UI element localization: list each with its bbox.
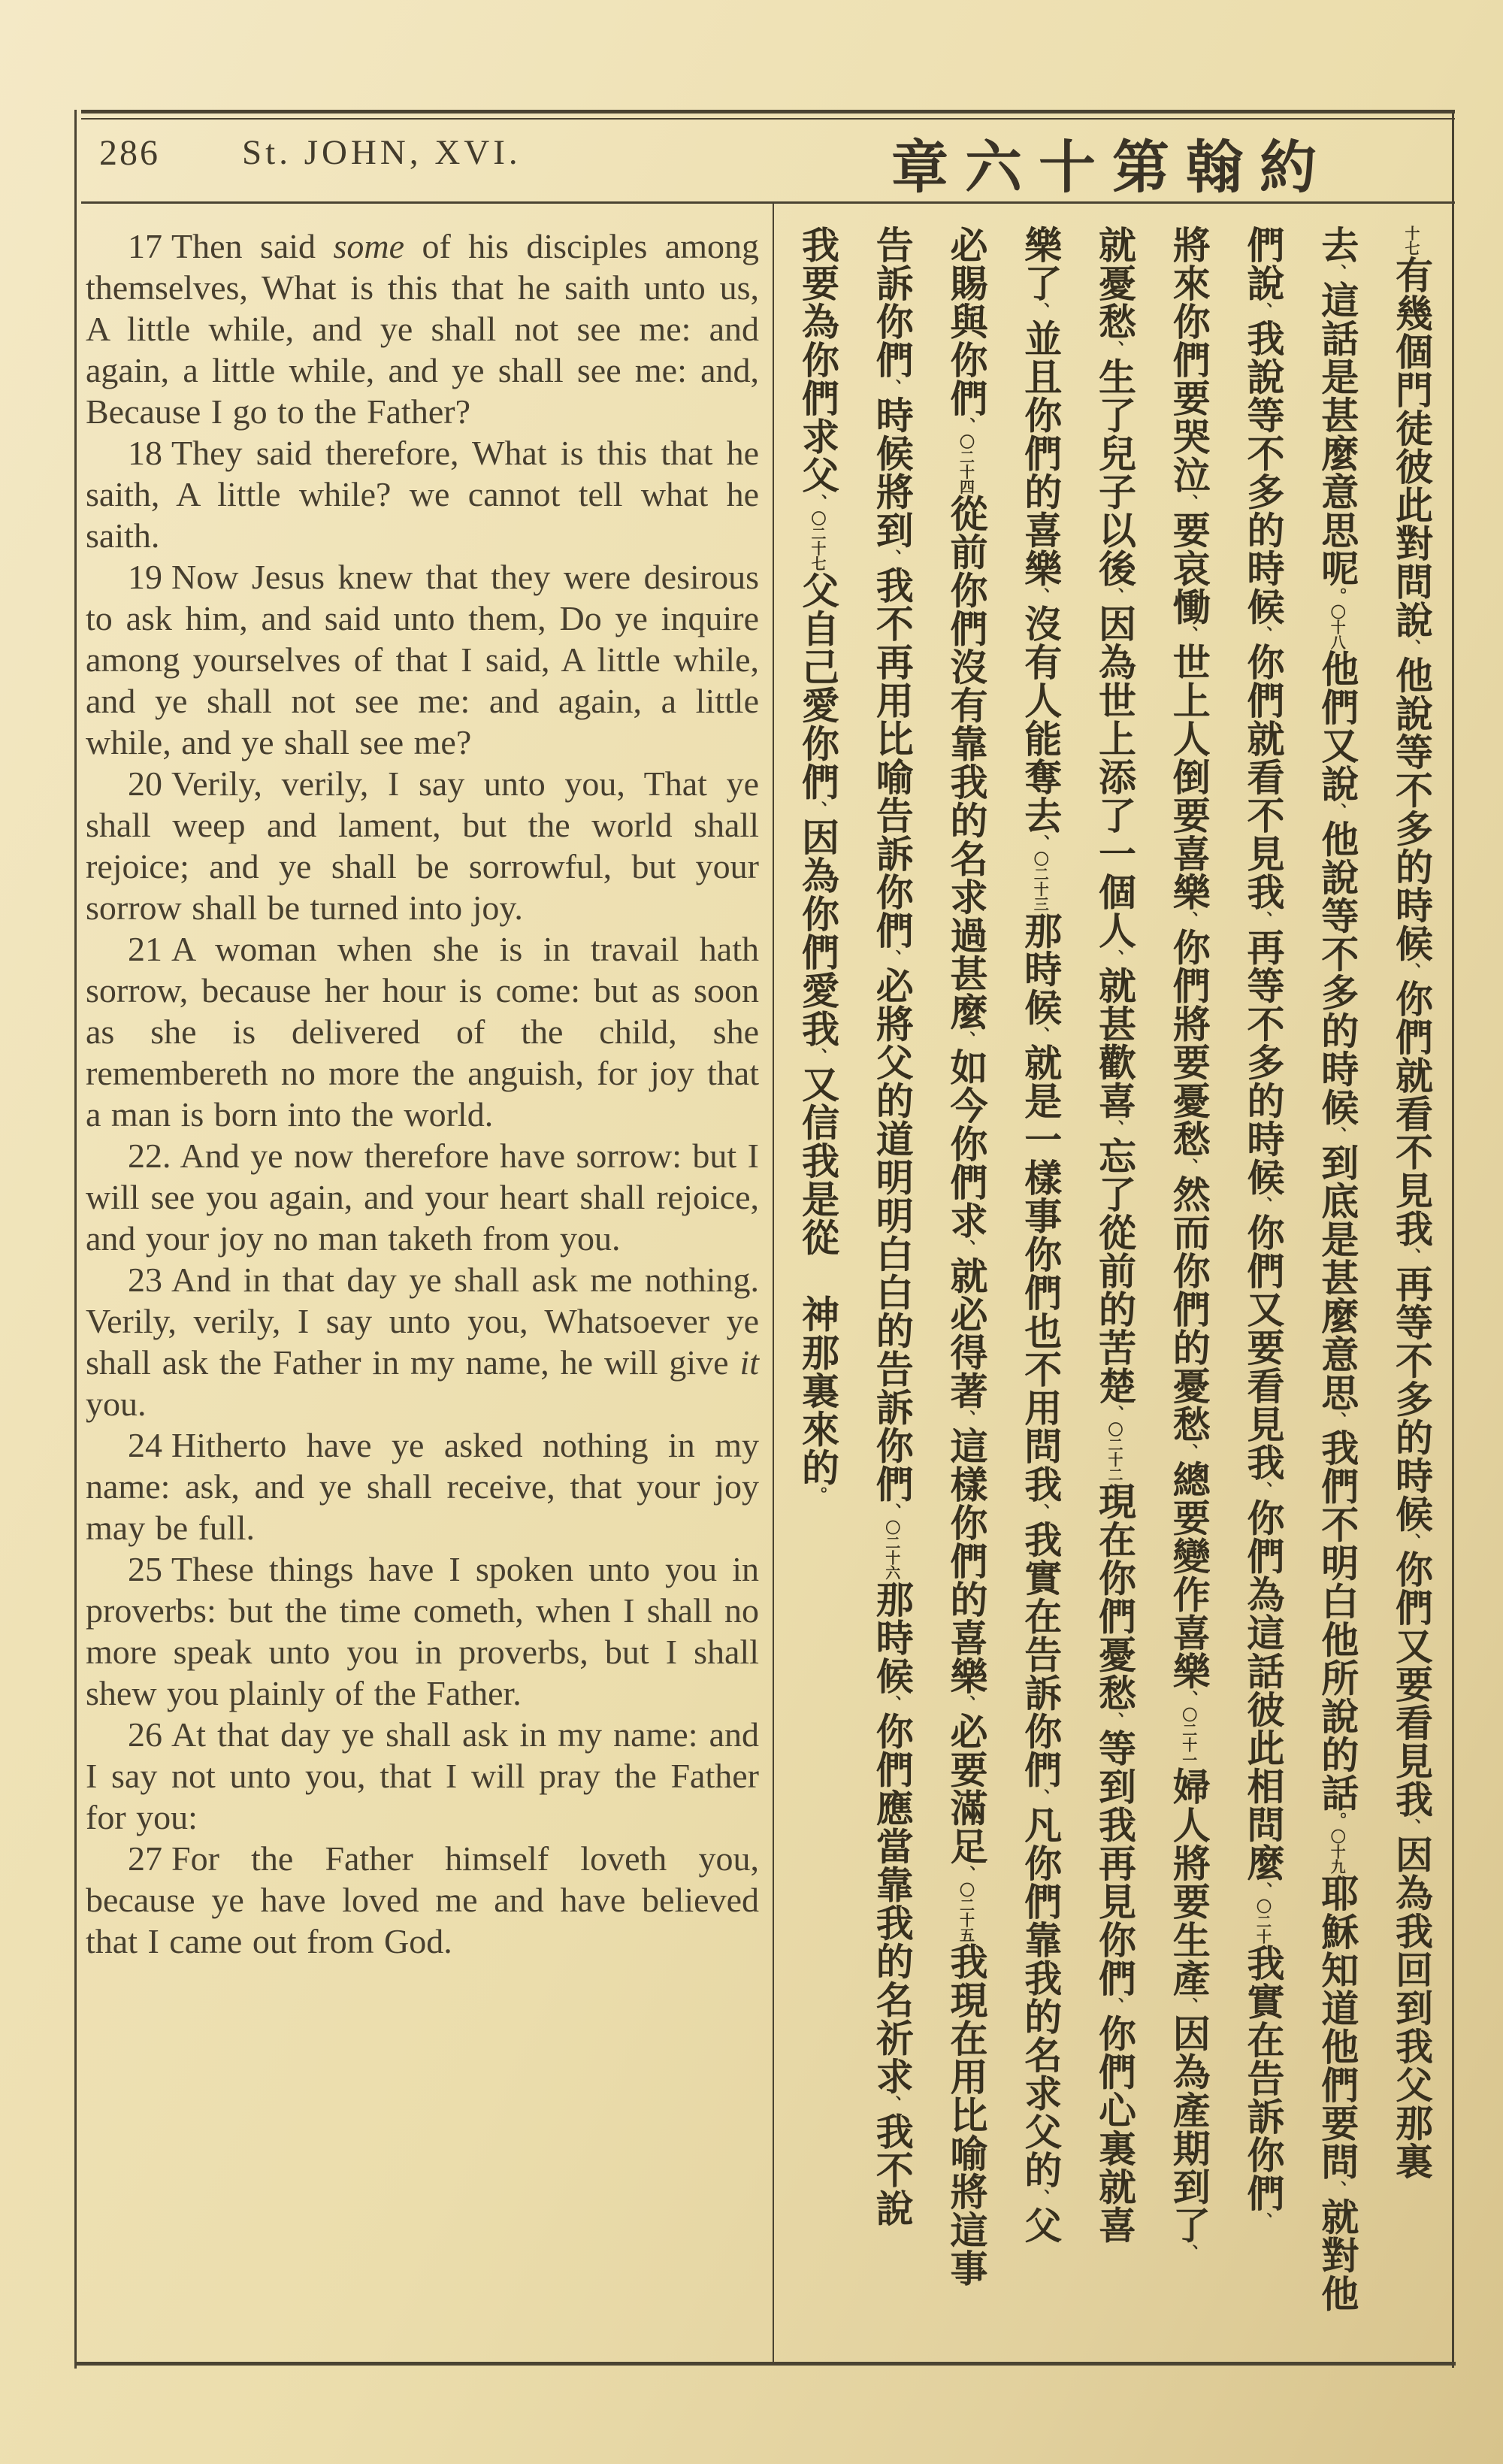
verse-text: These things have I spoken unto you in proverbs: but the time cometh, when I shall no more speak unto you in proverbs, but I shall shew you plainly of the Father. — [86, 1550, 759, 1712]
verse-marker: 〇十九 — [1328, 1829, 1347, 1874]
verse-paragraph-22 — [86, 1135, 759, 1259]
verse-marker: 〇二十七 — [809, 510, 827, 571]
verse-number: 26 — [128, 1715, 162, 1754]
verse-text: Now Jesus knew that they were desirous to ask him, and said unto them, Do ye inquire among yourselves of that I said, A little while, and ye shall not see me: and again, a little while, and ye shall see me? — [86, 558, 759, 761]
verse-marker: 〇二十三 — [1031, 851, 1050, 912]
verse-number: 22. — [128, 1137, 171, 1175]
english-text-column — [86, 226, 759, 1962]
verse-text-italic: it — [739, 1343, 759, 1382]
top-border-rule — [81, 110, 1455, 114]
verse-marker: 〇十八 — [1328, 604, 1347, 649]
verse-text-italic: some — [333, 227, 405, 265]
verse-number: 24 — [128, 1426, 162, 1464]
verse-paragraph-27 — [86, 1838, 759, 1962]
verse-paragraph-25 — [86, 1548, 759, 1714]
verse-text: They said therefore, What is this that he saith, A little while? we cannot tell what he saith. — [86, 434, 759, 555]
verse-text: And in that day ye shall ask me nothing. Verily, verily, I say unto you, Whatsoever ye shall ask the Father in my name, he will give — [86, 1261, 759, 1382]
verse-text: Then said — [171, 227, 334, 265]
verse-paragraph-23 — [86, 1259, 759, 1424]
verse-paragraph-20 — [86, 763, 759, 928]
chinese-text-panel — [782, 226, 1447, 2360]
chinese-column-4: 將來你們要哭泣、要哀慟、世上人倒要喜樂、你們將要憂愁、然而你們的憂愁、總要變作喜樂、〇二十一婦人將要生產、因為產期到了、 — [1166, 226, 1211, 2261]
chinese-column-1: 十七有幾個門徒彼此對問說、他說等不多的時候、你們就看不見我、再等不多的時候、你們又要看見我、因為我回到我父那裏 — [1390, 226, 1434, 2181]
running-head-english: St. JOHN, XVI. — [242, 133, 522, 172]
verse-paragraph-24 — [86, 1424, 759, 1548]
verse-marker: 〇二十六 — [882, 1520, 901, 1580]
verse-text: And ye now therefore have sorrow: but I will see you again, and your heart shall rejoice, and your joy no man taketh from you. — [86, 1137, 759, 1258]
top-border-rule-thin — [81, 118, 1455, 120]
verse-paragraph-21 — [86, 928, 759, 1135]
verse-paragraph-26 — [86, 1714, 759, 1838]
column-divider-rule — [773, 204, 774, 2364]
chinese-column-3: 們說、我說等不多的時候、你們就看不見我、再等不多的時候、你們又要看見我、你們為這話彼此相問麼、〇二十我實在告訴你們、 — [1241, 226, 1286, 2229]
chinese-column-9: 我要為你們求父、〇二十七父自己愛你們、因為你們愛我、又信我是從 神那裏來的。 — [796, 226, 840, 1503]
verse-number: 27 — [128, 1839, 162, 1878]
verse-number: 18 — [128, 434, 162, 472]
verse-text: Hitherto have ye asked nothing in my name: ask, and ye shall receive, that your joy may be full. — [86, 1426, 759, 1547]
verse-marker: 〇二十五 — [957, 1882, 975, 1942]
page-number: 286 — [99, 133, 160, 173]
chinese-column-6: 樂了、並且你們的喜樂、沒有人能奪去、〇二十三那時候、就是一樣事你們也不用問我、我實在告訴你們、凡你們靠我的名求父的、父 — [1018, 226, 1063, 2245]
verse-text: A woman when she is in travail hath sorrow, because her hour is come: but as soon as she is delivered of the child, she remembereth no more the anguish, for joy that a man is born into the world. — [86, 930, 759, 1134]
verse-paragraph-18 — [86, 432, 759, 556]
verse-text: of his disciples among themselves, What is this that he saith unto us, A little while, and ye shall not see me: and again, a little while, and ye shall see me: and, Because I go to the Father? — [86, 227, 759, 431]
verse-marker: 〇二十四 — [957, 434, 975, 495]
verse-text: Verily, verily, I say unto you, That ye shall weep and lament, but the world shall rejoice; and ye shall be sorrowful, but your sorrow shall be turned into joy. — [86, 764, 759, 927]
verse-marker: 十七 — [1402, 226, 1420, 256]
chinese-column-5: 就憂愁、生了兒子以後、因為世上添了一個人、就甚歡喜、忘了從前的苦楚、〇二十二現在你們憂愁、等到我再見你們、你們心裏就喜 — [1093, 226, 1137, 2245]
verse-marker: 〇二十 — [1254, 1899, 1272, 1944]
verse-number: 17 — [128, 227, 162, 265]
verse-number: 19 — [128, 558, 162, 596]
verse-text: At that day ye shall ask in my name: and I say not unto you, that I will pray the Father for you: — [86, 1715, 759, 1836]
bottom-border-rule — [74, 2362, 1456, 2366]
verse-number: 25 — [128, 1550, 162, 1588]
verse-marker: 〇二十一 — [1179, 1707, 1198, 1767]
verse-number: 23 — [128, 1261, 162, 1299]
verse-marker: 〇二十二 — [1105, 1421, 1123, 1482]
verse-text: For the Father himself loveth you, because ye have loved me and have believed that I came out from God. — [86, 1839, 759, 1960]
verse-number: 21 — [128, 930, 162, 968]
chinese-column-8: 告訴你們、時候將到、我不再用比喻告訴你們、必將父的道明明白白的告訴你們、〇二十六那時候、你們應當靠我的名祈求、我不說 — [869, 226, 915, 2227]
chinese-column-7: 必賜與你們、〇二十四從前你們沒有靠我的名求過甚麼、如今你們求、就必得著、這樣你們的喜樂、必要滿足、〇二十五我現在用比喻將這事 — [944, 226, 989, 2287]
right-border-rule — [1452, 113, 1454, 2368]
verse-number: 20 — [128, 764, 162, 803]
verse-text: you. — [86, 1385, 147, 1423]
verse-paragraph-17 — [86, 226, 759, 432]
running-head-chinese: 章六十第翰約 — [891, 137, 1333, 200]
verse-paragraph-19 — [86, 556, 759, 763]
chinese-column-2: 去、這話是甚麼意思呢。〇十八他們又說、他說等不多的時候、到底是甚麼意思、我們不明白他所說的話。〇十九耶穌知道他們要問、就對他 — [1315, 226, 1360, 2313]
left-border-rule — [74, 110, 77, 2369]
